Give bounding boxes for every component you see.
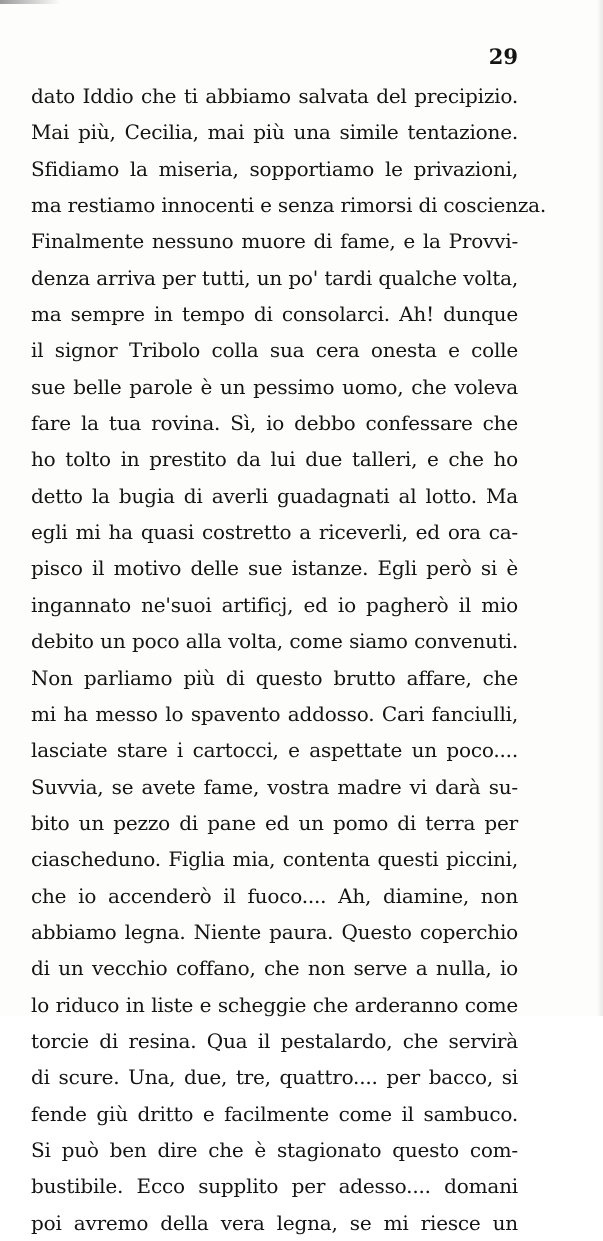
page-number: 29 — [488, 44, 518, 69]
text-line: egli mi ha quasi costretto a riceverli, ed ora ca- — [31, 520, 518, 545]
text-line: di un vecchio coffano, che non serve a nulla, io — [31, 956, 518, 981]
text-line: ciascheduno. Figlia mia, contenta questi piccini, — [31, 847, 518, 872]
text-line: debito un poco alla volta, come siamo convenuti. — [31, 629, 518, 654]
text-line: lo riduco in liste e scheggie che arderanno come — [31, 992, 518, 1017]
text-line: poi avremo della vera legna, se mi riesce un — [31, 1210, 518, 1235]
text-line: fare la tua rovina. Sì, io debbo confessare che — [31, 411, 518, 436]
text-line: abbiamo legna. Niente paura. Questo coperchio — [31, 919, 518, 944]
page-gutter-shadow — [597, 0, 603, 1016]
text-line: detto la bugia di averli guadagnati al lotto. Ma — [31, 483, 518, 508]
body-text — [31, 78, 547, 1241]
text-line: Finalmente nessuno muore di fame, e la Provvi- — [31, 229, 518, 254]
text-line: Sfidiamo la miseria, sopportiamo le privazioni, — [31, 156, 518, 181]
text-line: bustibile. Ecco supplito per adesso.... domani — [31, 1174, 518, 1199]
page-edge-mark — [0, 0, 60, 4]
text-line: sue belle parole è un pessimo uomo, che voleva — [31, 374, 518, 399]
text-line: Non parliamo più di questo brutto affare, che — [31, 665, 518, 690]
text-line: denza arriva per tutti, un po' tardi qualche volta, — [31, 265, 518, 290]
text-line: fende giù dritto e facilmente come il sambuco. — [31, 1101, 518, 1126]
text-line: di scure. Una, due, tre, quattro.... per bacco, si — [31, 1065, 518, 1090]
text-line: bito un pezzo di pane ed un pomo di terra per — [31, 810, 518, 835]
text-line: il signor Tribolo colla sua cera onesta e colle — [31, 338, 518, 363]
text-line: dato Iddio che ti abbiamo salvata del precipizio. — [31, 84, 518, 108]
text-line: mi ha messo lo spavento addosso. Cari fanciulli, — [31, 701, 518, 726]
text-line: ma restiamo innocenti e senza rimorsi di coscienza. — [31, 193, 547, 218]
text-line: pisco il motivo delle sue istanze. Egli però si è — [31, 556, 518, 581]
text-line: ho tolto in prestito da lui due talleri, e che ho — [31, 447, 518, 472]
text-line: Suvvia, se avete fame, vostra madre vi darà su- — [31, 774, 518, 799]
text-line: ingannato ne'suoi artificj, ed io pagherò il mio — [31, 592, 518, 617]
text-line: torcie di resina. Qua il pestalardo, che servirà — [31, 1028, 518, 1053]
text-line: lasciate stare i cartocci, e aspettate un poco.... — [31, 738, 518, 763]
text-line: che io accenderò il fuoco.... Ah, diamine, non — [31, 883, 518, 908]
text-line: Si può ben dire che è stagionato questo com- — [31, 1137, 518, 1162]
text-line: Mai più, Cecilia, mai più una simile tentazione. — [31, 120, 518, 145]
text-line: ma sempre in tempo di consolarci. Ah! dunque — [31, 302, 518, 327]
